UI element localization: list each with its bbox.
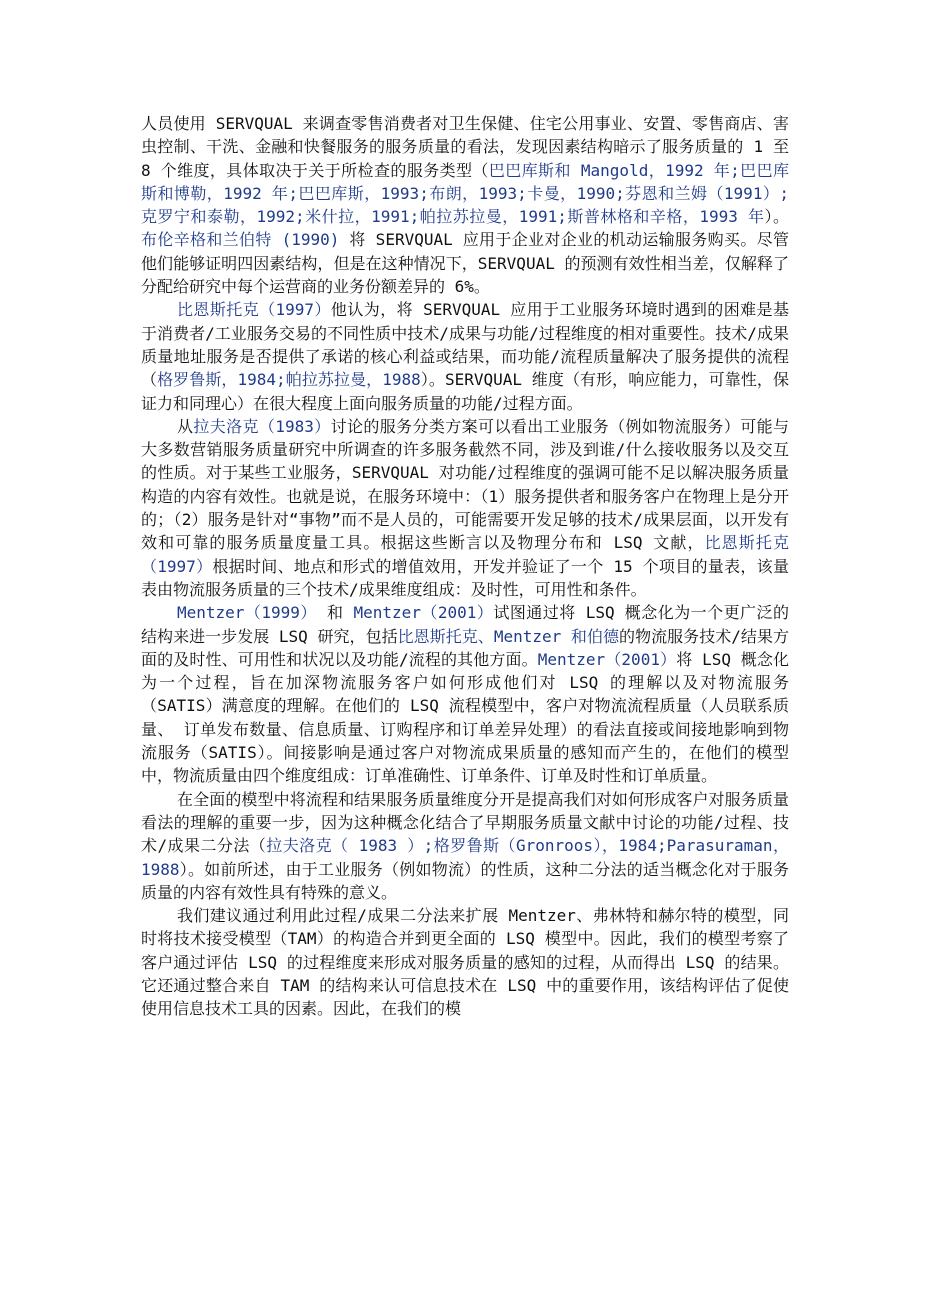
paragraph-text: 的物流服务技术/结果方面的及时性、可用性和状况以及功能/流程的其他方面。 [141,626,789,669]
paragraph-text: 和 [316,603,354,623]
paragraph-text: 在全面的模型中将流程和结果服务质量维度分开是提高我们对如何形成客户对服务质量看法的理解的重要一步，因为这种概念化结合了早期服务质量文献中讨论的功能/过程、技术/成果二分法（ [141,789,789,856]
paragraph-text: 将 SERVQUAL 应用于企业对企业的机动运输服务购买。尽管他们能够证明四因素结构，但是在这种情况下，SERVQUAL 的预测有效性相当差，仅解释了分配给研究中每个运营商的业务份额差异的 6%。 [141,230,789,297]
citation-link: Mentzer（2001） [353,603,494,623]
citation-link: 拉夫洛克（ 1983 ）;格罗鲁斯（Gronroos），1984;Parasuraman，1988 [141,836,789,879]
paragraph-text: 我们建议通过利用此过程/成果二分法来扩展 Mentzer、弗林特和赫尔特的模型，同时将技术接受模型（TAM）的构造合并到更全面的 LSQ 模型中。因此，我们的模型考察了客户通过评估 LSQ 的过程维度来形成对服务质量的感知的过程，从而得出 LSQ 的结果。它还通过整合来自 TAM 的结构来认可信息技术在 LSQ 中的重要作用，该结构评估了促使使用信息技术工具的因素。因此，在我们的模 [141,906,789,1019]
citation-link: 巴巴库斯和 Mangold，1992 年;巴巴库斯和博勒，1992 年;巴巴库斯，1993;布朗，1993;卡曼，1990;芬恩和兰姆（1991）;克罗宁和泰勒，1992;米什拉，1991;帕拉苏拉曼，1991;斯普林格和辛格，1993 年 [141,160,789,227]
paragraph-6 [141,904,789,1020]
citation-link: Mentzer（1999） [177,603,317,623]
paragraph-2 [141,298,789,414]
document-page [141,112,789,1021]
paragraph-text: 试图通过将 LSQ 概念化为一个更广泛的结构来进一步发展 LSQ 研究，包括 [141,603,789,646]
paragraph-text: 从 [177,416,194,436]
paragraph-4 [141,601,789,787]
citation-link: 比恩斯托克（1997） [141,533,789,576]
citation-link: 拉夫洛克（1983） [193,416,331,436]
paragraph-text: 讨论的服务分类方案可以看出工业服务（例如物流服务）可能与大多数营销服务质量研究中所调查的许多服务截然不同，涉及到谁/什么接收服务以及交互的性质。对于某些工业服务，SERVQUAL 对功能/过程维度的强调可能不足以解决服务质量构造的内容有效性。也就是说，在服务环境中：（1）服务提供者和服务客户在物理上是分开的；（2）服务是针对“事物”而不是人员的，可能需要开发足够的技术/成果层面，以开发有效和可靠的服务质量度量工具。根据这些断言以及物理分布和 LSQ 文献， [141,416,789,553]
citation-link: Mentzer（2001） [537,649,677,669]
paragraph-3 [141,415,789,601]
paragraph-text: ）。如前所述，由于工业服务（例如物流）的性质，这种二分法的适当概念化对于服务质量的内容有效性具有特殊的意义。 [141,859,789,902]
paragraph-text: ）。 [764,207,789,227]
paragraph-text: 人员使用 SERVQUAL 来调查零售消费者对卫生保健、住宅公用事业、安置、零售商店、害虫控制、干洗、金融和快餐服务的服务质量的看法，发现因素结构暗示了服务质量的 1 至 8 个维度，具体取决于关于所检查的服务类型（ [141,114,789,180]
citation-link: 比恩斯托克（1997） [177,300,331,320]
paragraph-text: 将 LSQ 概念化为一个过程，旨在加深物流服务客户如何形成他们对 LSQ 的理解以及对物流服务（SATIS）满意度的理解。在他们的 LSQ 流程模型中，客户对物流流程质量（人员联系质量、 订单发布数量、信息质量、订购程序和订单差异处理）的看法直接或间接地影响到物流服务（SATIS）。间接影响是通过客户对物流成果质量的感知而产生的，在他们的模型中，物流质量由四个维度组成：订单准确性、订单条件、订单及时性和订单质量。 [141,649,790,786]
citation-link: 格罗鲁斯，1984;帕拉苏拉曼，1988 [157,370,421,390]
paragraph-5 [141,788,789,904]
paragraph-1 [141,112,789,298]
citation-link: 比恩斯托克、Mentzer 和伯德 [397,626,620,646]
paragraph-text: 他认为，将 SERVQUAL 应用于工业服务环境时遇到的困难是基于消费者/工业服务交易的不同性质中技术/成果与功能/过程维度的相对重要性。技术/成果质量地址服务是否提供了承诺的核心利益或结果，而功能/流程质量解决了服务提供的流程（ [141,300,789,390]
paragraph-text: 根据时间、地点和形式的增值效用，开发并验证了一个 15 个项目的量表，该量表由物流服务质量的三个技术/成果维度组成：及时性，可用性和条件。 [141,556,789,599]
paragraph-text: ）。SERVQUAL 维度（有形，响应能力，可靠性，保证力和同理心）在很大程度上面向服务质量的功能/过程方面。 [141,370,789,413]
citation-link: 布伦辛格和兰伯特 (1990) [141,230,340,250]
